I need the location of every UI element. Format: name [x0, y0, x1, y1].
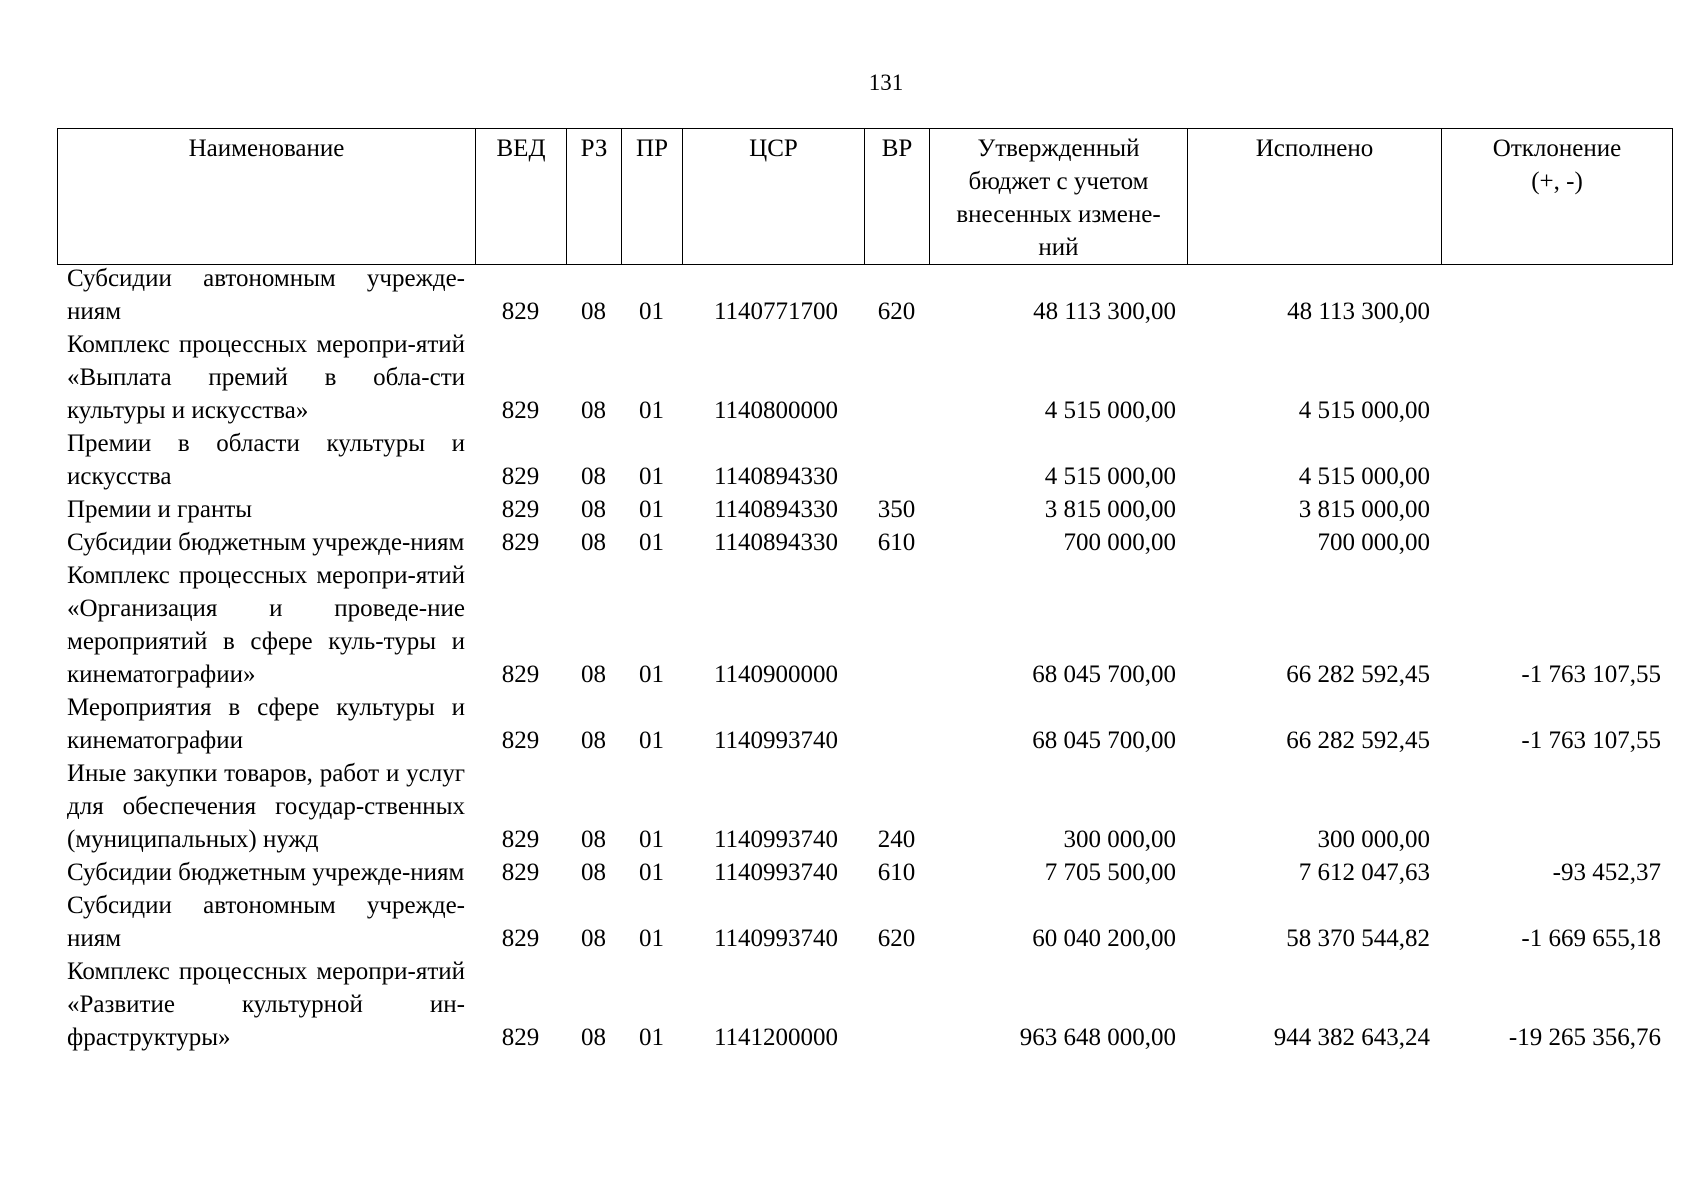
table-row	[57, 262, 1672, 328]
cell-name: Иные закупки товаров, работ и услуг для обеспечения государ-ственных (муниципальных) нужд	[67, 760, 465, 853]
cell-pr: 01	[639, 661, 664, 688]
header-ved: ВЕД	[476, 129, 567, 265]
header-deviation: Отклонение (+, -)	[1442, 129, 1673, 265]
cell-csr: 1140900000	[713, 661, 839, 688]
cell-vr: 620	[877, 298, 916, 325]
cell-vr	[864, 328, 929, 427]
cell-rz: 08	[581, 463, 606, 490]
cell-deviation	[1441, 757, 1672, 856]
table-row	[57, 955, 1672, 1054]
cell-executed: 48 113 300,00	[1287, 298, 1430, 325]
header-name: Наименование	[58, 129, 476, 265]
cell-pr: 01	[639, 727, 664, 754]
table-row	[57, 889, 1672, 955]
cell-csr: 1140800000	[713, 397, 839, 424]
cell-pr: 01	[639, 859, 664, 886]
cell-ved: 829	[501, 925, 540, 952]
cell-name: Субсидии автономным учрежде-ниям	[67, 265, 465, 325]
cell-ved: 829	[501, 496, 540, 523]
page-number: 131	[868, 70, 904, 95]
cell-executed: 7 612 047,63	[1298, 859, 1430, 886]
table-row	[57, 427, 1672, 493]
cell-approved: 300 000,00	[1063, 826, 1176, 853]
cell-vr: 240	[877, 826, 916, 853]
table-row	[57, 691, 1672, 757]
cell-pr: 01	[639, 463, 664, 490]
cell-pr: 01	[639, 529, 664, 556]
cell-vr: 610	[877, 529, 916, 556]
cell-csr: 1141200000	[713, 1024, 839, 1051]
cell-approved: 963 648 000,00	[1019, 1024, 1176, 1051]
cell-executed: 944 382 643,24	[1273, 1024, 1430, 1051]
cell-rz: 08	[581, 925, 606, 952]
cell-approved: 68 045 700,00	[1032, 727, 1176, 754]
table-body	[57, 262, 1672, 1054]
cell-approved: 4 515 000,00	[1044, 397, 1176, 424]
cell-ved: 829	[501, 859, 540, 886]
cell-name: Субсидии бюджетным учрежде-ниям	[67, 859, 465, 886]
cell-pr: 01	[639, 925, 664, 952]
cell-csr: 1140894330	[713, 529, 839, 556]
cell-rz: 08	[581, 298, 606, 325]
cell-name: Комплекс процессных меропри-ятий «Развитие культурной ин-фраструктуры»	[67, 958, 465, 1051]
cell-approved: 700 000,00	[1063, 529, 1176, 556]
cell-ved: 829	[501, 529, 540, 556]
cell-rz: 08	[581, 397, 606, 424]
cell-deviation: -19 265 356,76	[1508, 1024, 1661, 1051]
cell-rz: 08	[581, 859, 606, 886]
cell-name: Мероприятия в сфере культуры и кинематографии	[67, 694, 465, 754]
cell-executed: 66 282 592,45	[1286, 661, 1430, 688]
cell-pr: 01	[639, 1024, 664, 1051]
cell-csr: 1140993740	[713, 859, 839, 886]
cell-vr	[864, 427, 929, 493]
cell-vr	[864, 691, 929, 757]
table-row	[57, 526, 1672, 559]
cell-deviation	[1441, 493, 1672, 526]
cell-csr: 1140894330	[713, 463, 839, 490]
cell-pr: 01	[639, 496, 664, 523]
cell-name: Комплекс процессных меропри-ятий «Выплата премий в обла-сти культуры и искусства»	[67, 331, 465, 424]
cell-executed: 700 000,00	[1317, 529, 1430, 556]
cell-deviation: -1 763 107,55	[1521, 727, 1661, 754]
cell-approved: 60 040 200,00	[1032, 925, 1176, 952]
cell-rz: 08	[581, 496, 606, 523]
cell-pr: 01	[639, 397, 664, 424]
table-row	[57, 757, 1672, 856]
header-executed: Исполнено	[1188, 129, 1442, 265]
cell-csr: 1140894330	[713, 496, 839, 523]
cell-deviation	[1441, 427, 1672, 493]
cell-approved: 3 815 000,00	[1044, 496, 1176, 523]
cell-deviation: -93 452,37	[1552, 859, 1661, 886]
cell-pr: 01	[639, 298, 664, 325]
cell-csr: 1140993740	[713, 826, 839, 853]
cell-approved: 48 113 300,00	[1033, 298, 1176, 325]
cell-ved: 829	[501, 298, 540, 325]
cell-ved: 829	[501, 397, 540, 424]
cell-executed: 66 282 592,45	[1286, 727, 1430, 754]
cell-ved: 829	[501, 727, 540, 754]
cell-approved: 4 515 000,00	[1044, 463, 1176, 490]
header-pr: ПР	[622, 129, 683, 265]
cell-executed: 4 515 000,00	[1298, 463, 1430, 490]
cell-name: Комплекс процессных меропри-ятий «Организация и проведе-ние мероприятий в сфере куль-туры и кинематографии»	[67, 562, 465, 688]
header-approved: Утвержденный бюджет с учетом внесенных измене-ний	[930, 129, 1188, 265]
cell-vr	[864, 955, 929, 1054]
cell-name: Субсидии автономным учрежде-ниям	[67, 892, 465, 952]
cell-executed: 3 815 000,00	[1298, 496, 1430, 523]
cell-rz: 08	[581, 1024, 606, 1051]
cell-approved: 68 045 700,00	[1032, 661, 1176, 688]
header-rz: РЗ	[567, 129, 622, 265]
cell-csr: 1140993740	[713, 925, 839, 952]
table-row	[57, 328, 1672, 427]
cell-name: Премии и гранты	[67, 496, 253, 523]
cell-deviation: -1 763 107,55	[1521, 661, 1661, 688]
cell-rz: 08	[581, 826, 606, 853]
cell-vr: 350	[877, 496, 916, 523]
table-row	[57, 493, 1672, 526]
header-vr: ВР	[865, 129, 930, 265]
cell-ved: 829	[501, 1024, 540, 1051]
cell-name: Премии в области культуры и искусства	[67, 430, 465, 490]
cell-deviation	[1441, 262, 1672, 328]
cell-vr: 610	[877, 859, 916, 886]
cell-name: Субсидии бюджетным учрежде-ниям	[67, 529, 465, 556]
table-row	[57, 559, 1672, 691]
header-csr: ЦСР	[683, 129, 865, 265]
cell-approved: 7 705 500,00	[1044, 859, 1176, 886]
cell-csr: 1140771700	[713, 298, 839, 325]
cell-ved: 829	[501, 463, 540, 490]
cell-executed: 58 370 544,82	[1286, 925, 1430, 952]
cell-rz: 08	[581, 529, 606, 556]
cell-deviation: -1 669 655,18	[1521, 925, 1661, 952]
cell-ved: 829	[501, 826, 540, 853]
cell-rz: 08	[581, 727, 606, 754]
cell-pr: 01	[639, 826, 664, 853]
cell-executed: 300 000,00	[1317, 826, 1430, 853]
cell-executed: 4 515 000,00	[1298, 397, 1430, 424]
cell-ved: 829	[501, 661, 540, 688]
cell-csr: 1140993740	[713, 727, 839, 754]
cell-vr	[864, 559, 929, 691]
cell-deviation	[1441, 526, 1672, 559]
cell-rz: 08	[581, 661, 606, 688]
cell-deviation	[1441, 328, 1672, 427]
table-header	[57, 128, 1673, 265]
table-row	[57, 856, 1672, 889]
cell-vr: 620	[877, 925, 916, 952]
